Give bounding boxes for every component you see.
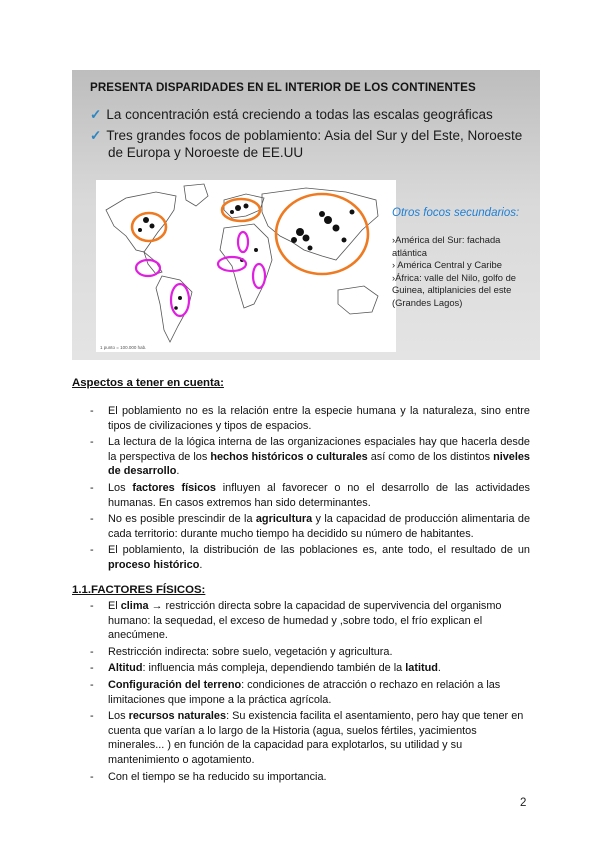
item-bold: niveles de desarrollo xyxy=(108,450,530,478)
secondary-focus-ellipses xyxy=(136,232,265,316)
dash: - xyxy=(90,662,94,675)
list-item xyxy=(90,709,530,767)
list-item xyxy=(90,770,530,785)
item-text: . xyxy=(176,465,180,478)
list-item xyxy=(90,435,530,479)
factores-fisicos-list xyxy=(90,599,530,786)
focus-europe xyxy=(222,199,260,221)
dash: - xyxy=(90,600,94,612)
secondary-foci-list xyxy=(392,234,537,310)
world-map-graphic xyxy=(96,180,396,352)
slide-bullet-1 xyxy=(90,106,493,123)
item-bold: Altitud xyxy=(108,662,143,675)
slide-bullet-2-line2: de Europa y Noroeste de EE.UU xyxy=(108,145,304,160)
dash: - xyxy=(90,513,94,526)
aspectos-list xyxy=(90,404,530,575)
item-text: Restricción indirecta: sobre suelo, vegetación y agricultura. xyxy=(108,645,393,658)
section-heading-factores-fisicos: 1.1.FACTORES FÍSICOS: xyxy=(72,584,206,596)
dash: - xyxy=(90,678,94,691)
item-bold: hechos históricos o culturales xyxy=(210,450,368,463)
focus-great-lakes xyxy=(253,264,265,288)
slide-bullet-2 xyxy=(90,127,535,161)
focus-nile xyxy=(238,232,248,252)
item-text: así como de los distintos xyxy=(367,450,494,463)
focus-gulf-guinea xyxy=(218,257,246,271)
dash: - xyxy=(90,481,94,494)
main-focus-ellipses xyxy=(132,194,368,274)
slide-bullet-1-text: La concentración está creciendo a todas las escalas geográficas xyxy=(106,107,493,122)
dash: - xyxy=(90,710,94,723)
item-text: El poblamiento, la distribución de las poblaciones es, ante todo, el resultado de un xyxy=(108,544,530,557)
world-population-map xyxy=(96,180,396,352)
dash: - xyxy=(90,544,94,557)
item-bold: agricultura xyxy=(255,513,313,526)
list-item xyxy=(90,678,530,707)
continent-greenland xyxy=(184,184,208,206)
item-text: : condiciones de atracción o rechazo en relación a las limitaciones que impone a la práctica agrícola. xyxy=(108,678,501,706)
item-bold: recursos naturales xyxy=(128,710,227,723)
secondary-focus-item: › América Central y Caribe xyxy=(392,259,502,271)
item-text: El xyxy=(108,600,121,612)
item-text: influyen al favorecer o no el desarrollo de las actividades humanas. En casos extremos han sido determinantes. xyxy=(108,481,530,509)
slide-image xyxy=(72,70,540,360)
focus-central-america xyxy=(136,260,160,276)
check-icon: ✓ xyxy=(90,128,102,143)
dash: - xyxy=(90,405,94,417)
slide-title: PRESENTA DISPARIDADES EN EL INTERIOR DE LOS CONTINENTES xyxy=(90,81,476,94)
list-item xyxy=(90,645,530,660)
item-text: y la capacidad de producción alimentaria de cada territorio: durante mucho tiempo ha decidido su número de habitantes. xyxy=(108,513,530,540)
list-item xyxy=(90,661,530,676)
dash: - xyxy=(90,770,94,783)
list-item xyxy=(90,543,530,572)
dash: - xyxy=(90,645,94,658)
section-heading-aspectos: Aspectos a tener en cuenta: xyxy=(72,377,224,389)
item-bold: proceso histórico xyxy=(108,558,200,571)
secondary-foci-title: Otros focos secundarios: xyxy=(392,207,520,219)
item-text: : influencia más compleja, dependiendo también de la xyxy=(142,662,406,675)
item-bold: clima xyxy=(120,600,149,612)
focus-north-america xyxy=(132,213,166,241)
check-icon: ✓ xyxy=(90,107,102,122)
continent-australia xyxy=(338,286,378,314)
slide-bullet-2-line1: Tres grandes focos de poblamiento: Asia del Sur y del Este, Noroeste xyxy=(106,128,523,143)
list-item xyxy=(90,512,530,541)
map-caption: 1 punto = 100.000 hab. xyxy=(100,345,147,350)
item-bold: Configuración del terreno xyxy=(108,678,242,691)
secondary-focus-item: ›América del Sur: fachada atlántica xyxy=(392,234,501,258)
item-text: → restricción directa sobre la capacidad de supervivencia del organismo humano: la sequedad, el exceso de humedad y ,sobre todo, el frío explican el anecúmene. xyxy=(108,600,502,642)
item-bold: factores físicos xyxy=(132,481,216,494)
focus-asia xyxy=(276,194,368,274)
item-text: No es posible prescindir de la xyxy=(108,513,256,526)
item-text: Los xyxy=(108,481,133,494)
list-item xyxy=(90,481,530,510)
item-text: : Su existencia facilita el asentamiento, pero hay que tener en cuenta que varían a lo largo de la Historia (agua, suelos fértiles, yacimientos minerales... ) en función de la capacidad para explotarlos, su utilidad y su mantenimiento o agotamiento. xyxy=(108,710,524,766)
item-bold: latitud xyxy=(405,662,438,675)
secondary-focus-item: ›África: valle del Nilo, golfo de Guinea, altiplanicies del este (Grandes Lagos) xyxy=(392,271,517,308)
dash: - xyxy=(90,436,94,449)
list-item xyxy=(90,599,530,643)
item-text: Los xyxy=(108,710,129,723)
page-number: 2 xyxy=(520,797,527,809)
list-item xyxy=(90,404,530,433)
item-text: El poblamiento no es la relación entre la especie humana y la naturaleza, sino entre tipos de civilizaciones y tipos de espacios. xyxy=(108,405,530,432)
item-text: Con el tiempo se ha reducido su importancia. xyxy=(108,770,327,783)
item-text: . xyxy=(199,558,203,571)
item-text: . xyxy=(437,662,441,675)
item-text: La lectura de la lógica interna de las organizaciones espaciales hay que hacerla desde la perspectiva de los xyxy=(108,436,530,463)
